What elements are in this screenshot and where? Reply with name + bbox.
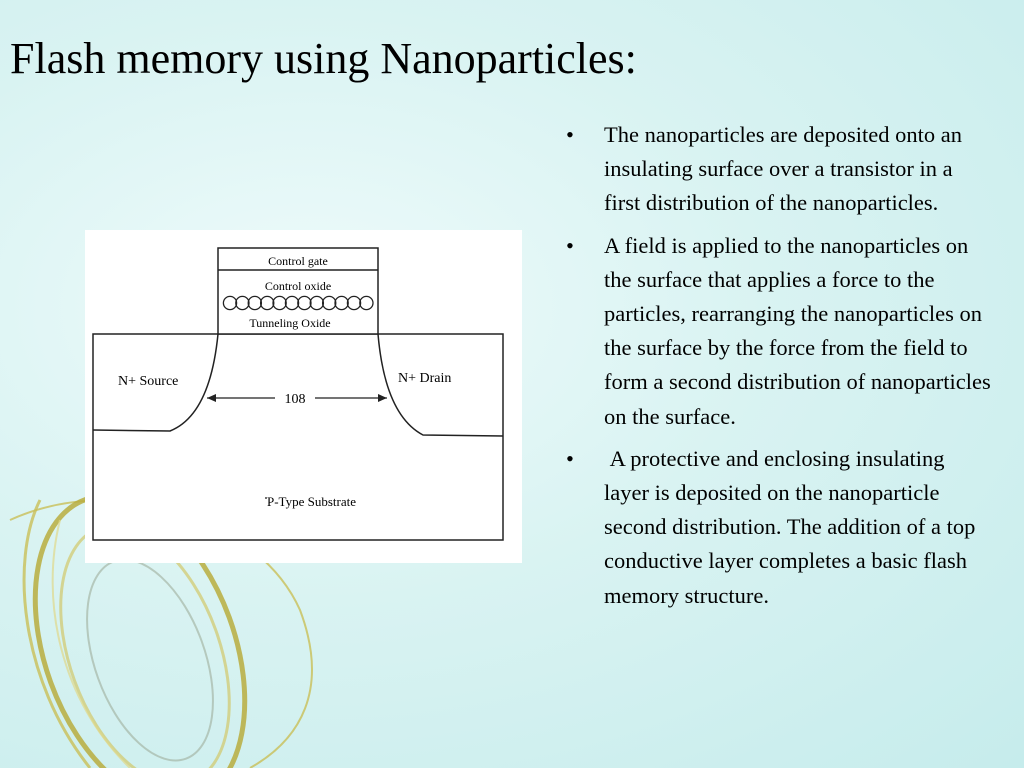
label-control-gate: Control gate	[268, 254, 328, 268]
label-drain: N+ Drain	[398, 371, 452, 386]
bullet-text: A field is applied to the nanoparticles on the surface that applies a force to the particles, rearranging the nanoparticles on the surface by the force from the field to form a second distribution of nanoparticles on the surface.	[604, 232, 991, 429]
bullet-item	[566, 442, 991, 613]
bullet-item	[566, 229, 991, 434]
slide-title: Flash memory using Nanoparticles:	[10, 34, 637, 83]
bullet-marker: •	[566, 445, 574, 471]
label-tunneling-oxide: Tunneling Oxide	[249, 316, 331, 330]
label-substrate: P-Type Substrate	[267, 494, 356, 509]
transistor-diagram	[85, 230, 522, 563]
label-source: N+ Source	[118, 374, 179, 389]
label-channel-length: 108	[284, 392, 306, 407]
speck-dot	[265, 497, 267, 499]
bullet-text: The nanoparticles are deposited onto an insulating surface over a transistor in a first distribution of the nanoparticles.	[604, 122, 962, 216]
bullet-list	[566, 118, 991, 621]
substrate-outline	[93, 334, 503, 540]
bullet-text: A protective and enclosing insulating layer is deposited on the nanoparticle second distribution. The addition of a top conductive layer completes a basic flash memory structure.	[604, 445, 982, 608]
bullet-item	[566, 118, 991, 221]
label-control-oxide: Control oxide	[264, 279, 332, 293]
bullet-marker: •	[566, 232, 574, 258]
bullet-marker: •	[566, 122, 574, 147]
transistor-diagram-svg	[85, 230, 522, 563]
